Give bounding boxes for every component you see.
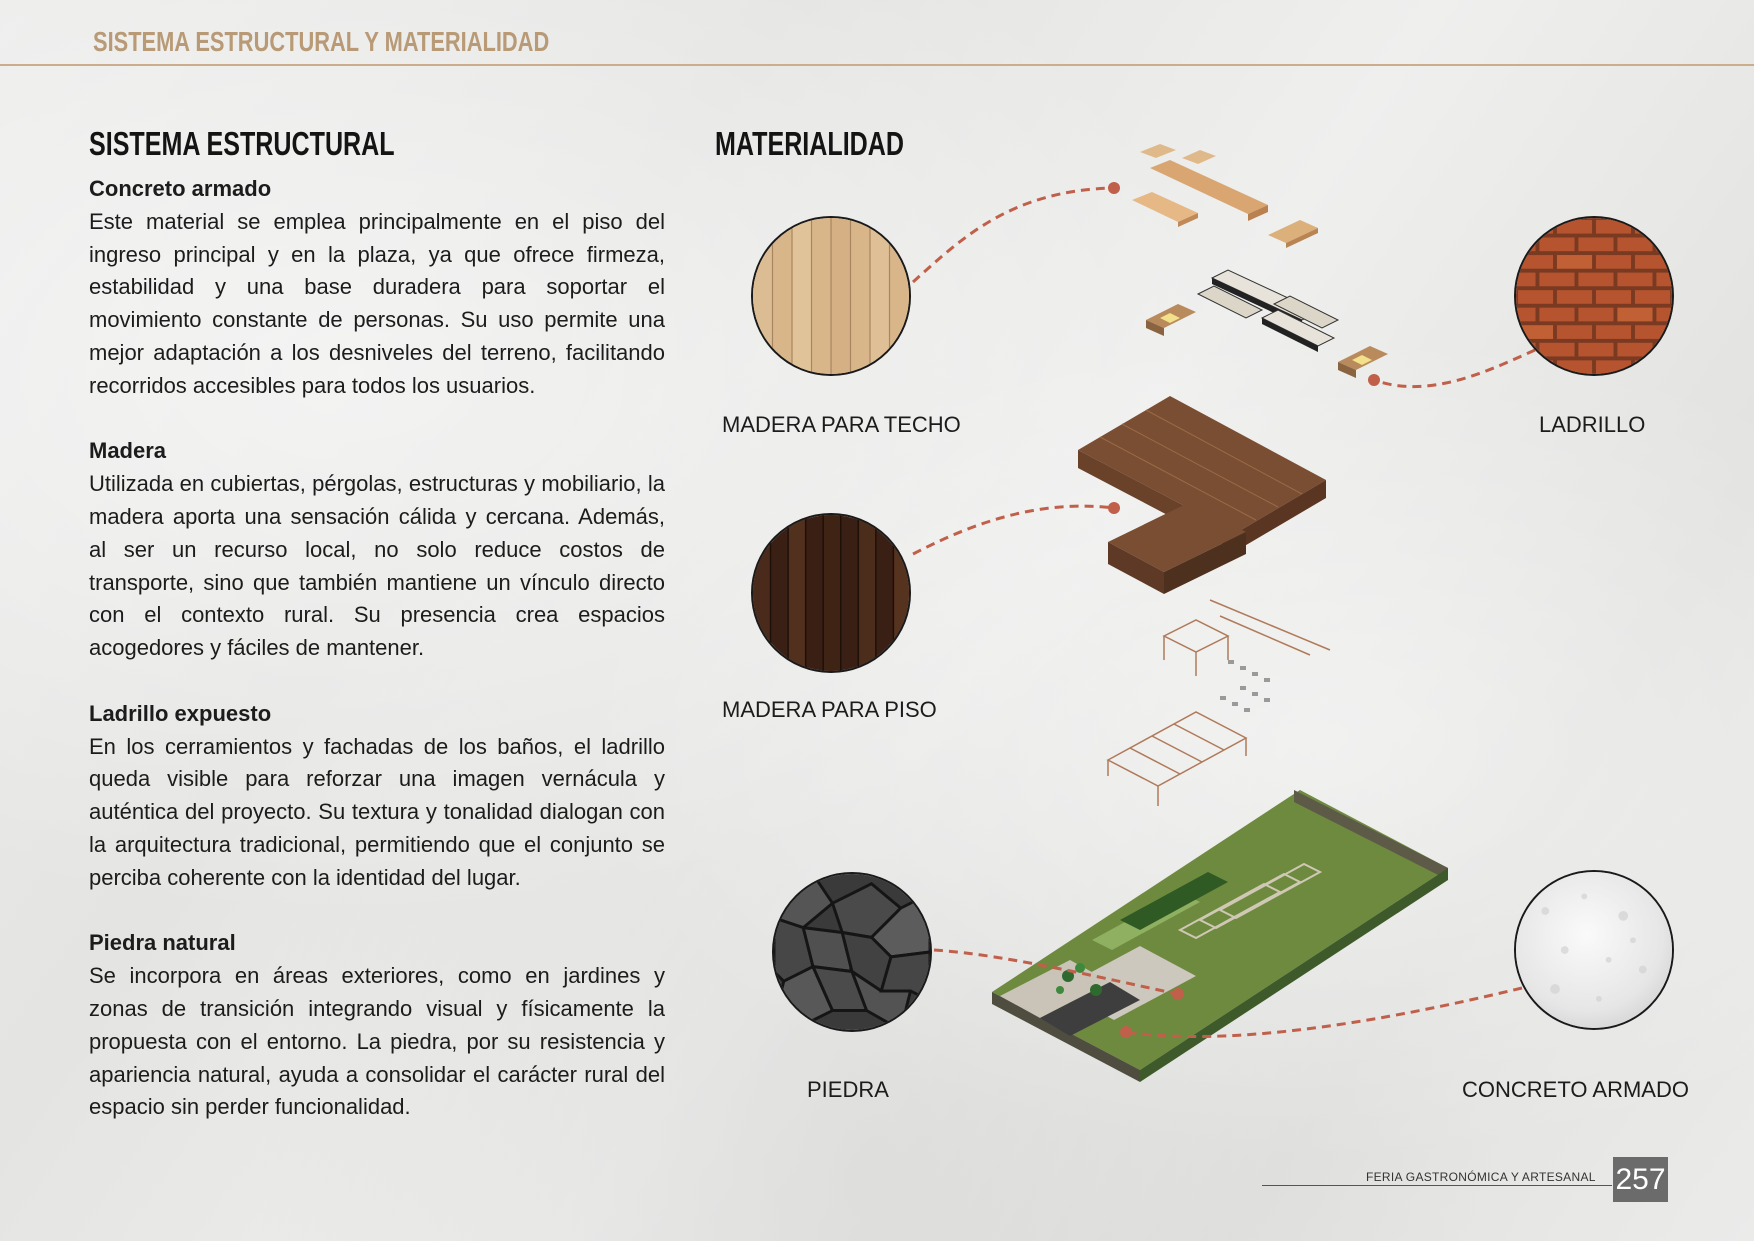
footer-divider xyxy=(1262,1185,1612,1186)
block-body: Este material se emplea principalmente en el piso del ingreso principal y en la plaza, ya que ofrece firmeza, estabilidad y una base duradera para soportar el movimiento constante de personas. Su uso permite una mejor adaptación a los desniveles del terreno, facilitando recorridos accesibles para todos los usuarios. xyxy=(89,208,665,398)
light-wood-swatch xyxy=(751,216,911,376)
table-set xyxy=(1220,660,1270,712)
material-label-brick: LADRILLO xyxy=(1539,412,1646,437)
block-body: En los cerramientos y fachadas de los baños, el ladrillo queda visible para reforzar una imagen vernácula y auténtica del proyecto. Su textura y tonalidad dialogan con la arquitectura tradicional, permitiendo que el conjunto se perciba coherente con la identidad del lugar. xyxy=(89,733,665,890)
pergola-structure xyxy=(1108,600,1330,806)
block-title: Ladrillo expuesto xyxy=(89,700,272,726)
block-title: Piedra natural xyxy=(89,930,236,956)
block-concreto xyxy=(89,173,665,403)
material-label-stone: PIEDRA xyxy=(807,1077,889,1102)
block-title: Concreto armado xyxy=(89,176,272,201)
materiality-heading: MATERIALIDAD xyxy=(715,125,905,162)
header-divider xyxy=(0,64,1754,66)
header-title: SISTEMA ESTRUCTURAL Y MATERIALIDAD xyxy=(93,26,550,57)
terrain-base xyxy=(992,790,1448,1082)
material-label-roof-wood: MADERA PARA TECHO xyxy=(722,412,961,437)
dark-wood-swatch xyxy=(751,513,911,673)
block-ladrillo xyxy=(89,698,665,895)
block-body: Se incorpora en áreas exteriores, como en jardines y zonas de transición integrando visual y físicamente la propuesta con el entorno. La piedra, por su resistencia y apariencia natural, ayuda a consolidar el carácter rural del espacio sin perder funcionalidad. xyxy=(89,963,665,1120)
timber-deck-roof xyxy=(1078,396,1326,594)
block-madera xyxy=(89,435,665,665)
material-label-concrete: CONCRETO ARMADO xyxy=(1462,1077,1689,1102)
structural-heading: SISTEMA ESTRUCTURAL xyxy=(89,125,395,162)
leader-lines xyxy=(913,188,1535,1037)
stone-swatch xyxy=(772,872,932,1032)
brick-swatch xyxy=(1514,216,1674,376)
page-number: 257 xyxy=(1613,1157,1668,1202)
leader-dots xyxy=(1108,182,1380,1038)
footer-project-name: FERIA GASTRONÓMICA Y ARTESANAL xyxy=(1366,1170,1596,1184)
concrete-swatch xyxy=(1514,870,1674,1030)
structural-text-column xyxy=(89,173,665,1157)
bathroom-blocks xyxy=(1146,270,1388,378)
material-label-floor-wood: MADERA PARA PISO xyxy=(722,697,937,722)
block-body: Utilizada en cubiertas, pérgolas, estructuras y mobiliario, la madera aporta una sensación cálida y cercana. Además, al ser un recurso local, no solo reduce costos de transporte, sino que también mantiene un vínculo directo con el contexto rural. Su presencia crea espacios acogedores y fáciles de mantener. xyxy=(89,471,665,661)
block-title: Madera xyxy=(89,438,167,464)
block-piedra xyxy=(89,927,665,1124)
roof-timber-pieces xyxy=(1132,144,1318,248)
